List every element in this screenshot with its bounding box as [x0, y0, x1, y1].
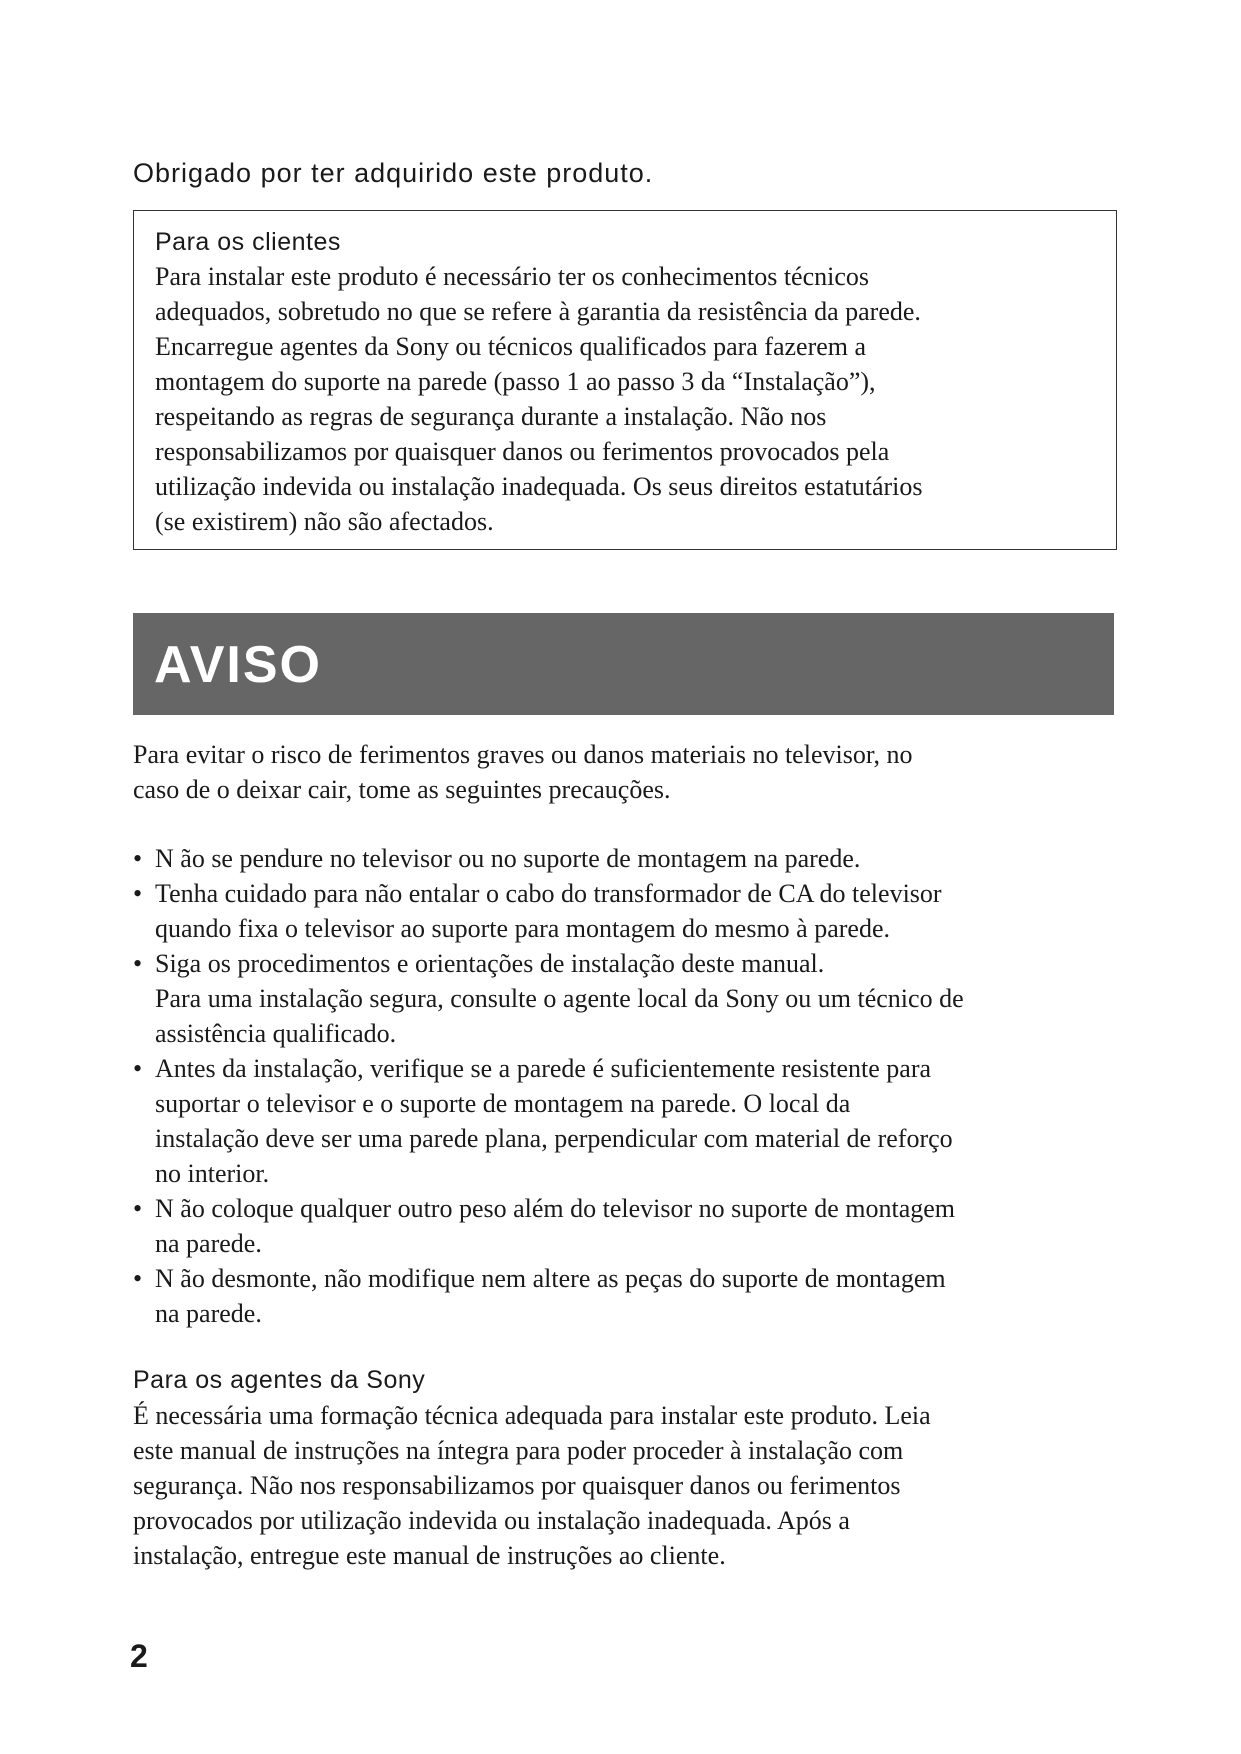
precaution-item — [133, 1191, 1123, 1261]
bullet-icon: • — [133, 949, 143, 978]
precaution-line: no interior. — [155, 1159, 270, 1188]
precaution-line: Tenha cuidado para não entalar o cabo do transformador de CA do televisor — [155, 879, 942, 908]
clients-line: respeitando as regras de segurança durante a instalação. Não nos — [155, 402, 827, 431]
clients-line: Para instalar este produto é necessário ter os conhecimentos técnicos — [155, 262, 870, 291]
bullet-icon: • — [133, 1264, 143, 1293]
clients-heading: Para os clientes — [155, 228, 341, 256]
precaution-line: na parede. — [155, 1229, 262, 1258]
clients-line: (se existirem) não são afectados. — [155, 507, 494, 536]
intro-text: Obrigado por ter adquirido este produto. — [133, 158, 654, 188]
warning-intro-line: Para evitar o risco de ferimentos graves ou danos materiais no televisor, no — [133, 740, 913, 769]
bullet-icon: • — [133, 844, 143, 873]
clients-line: responsabilizamos por quaisquer danos ou ferimentos provocados pela — [155, 437, 890, 466]
precaution-line: Para uma instalação segura, consulte o agente local da Sony ou um técnico de — [155, 984, 964, 1013]
precaution-line: instalação deve ser uma parede plana, perpendicular com material de reforço — [155, 1124, 953, 1153]
bullet-icon: • — [133, 879, 143, 908]
agents-heading: Para os agentes da Sony — [133, 1366, 426, 1394]
agents-line: provocados por utilização indevida ou instalação inadequada. Após a — [133, 1506, 850, 1535]
precaution-line: Antes da instalação, verifique se a parede é suficientemente resistente para — [155, 1054, 932, 1083]
precaution-line: N ão desmonte, não modifique nem altere as peças do suporte de montagem — [155, 1264, 946, 1293]
bullet-icon: • — [133, 1194, 143, 1223]
agents-body — [133, 1398, 1123, 1573]
agents-line: instalação, entregue este manual de instruções ao cliente. — [133, 1541, 726, 1570]
precaution-line: na parede. — [155, 1299, 262, 1328]
precaution-item — [133, 1261, 1123, 1331]
precaution-line: suportar o televisor e o suporte de montagem na parede. O local da — [155, 1089, 851, 1118]
warning-intro-line: caso de o deixar cair, tome as seguintes precauções. — [133, 775, 671, 804]
precaution-line: N ão coloque qualquer outro peso além do televisor no suporte de montagem — [155, 1194, 956, 1223]
precaution-item — [133, 841, 1123, 876]
clients-line: montagem do suporte na parede (passo 1 ao passo 3 da “Instalação”), — [155, 367, 876, 396]
aviso-banner — [133, 613, 1114, 715]
agents-line: segurança. Não nos responsabilizamos por quaisquer danos ou ferimentos — [133, 1471, 901, 1500]
clients-body — [155, 259, 1096, 539]
precaution-item — [133, 876, 1123, 946]
aviso-title: AVISO — [154, 636, 322, 694]
bullet-icon: • — [133, 1054, 143, 1083]
warning-intro — [133, 737, 1123, 807]
clients-notice-box — [133, 210, 1117, 550]
precaution-item — [133, 1051, 1123, 1191]
precaution-item — [133, 946, 1123, 1051]
precautions-list — [133, 841, 1123, 1331]
precaution-line: quando fixa o televisor ao suporte para montagem do mesmo à parede. — [155, 914, 890, 943]
clients-line: utilização indevida ou instalação inadequada. Os seus direitos estatutários — [155, 472, 923, 501]
precaution-line: N ão se pendure no televisor ou no suporte de montagem na parede. — [155, 844, 861, 873]
precaution-line: assistência qualificado. — [155, 1019, 397, 1048]
clients-line: adequados, sobretudo no que se refere à garantia da resistência da parede. — [155, 297, 921, 326]
agents-line: É necessária uma formação técnica adequada para instalar este produto. Leia — [133, 1401, 931, 1430]
clients-line: Encarregue agentes da Sony ou técnicos qualificados para fazerem a — [155, 332, 867, 361]
precaution-line: Siga os procedimentos e orientações de instalação deste manual. — [155, 949, 825, 978]
agents-line: este manual de instruções na íntegra para poder proceder à instalação com — [133, 1436, 904, 1465]
page-number: 2 — [130, 1638, 148, 1674]
